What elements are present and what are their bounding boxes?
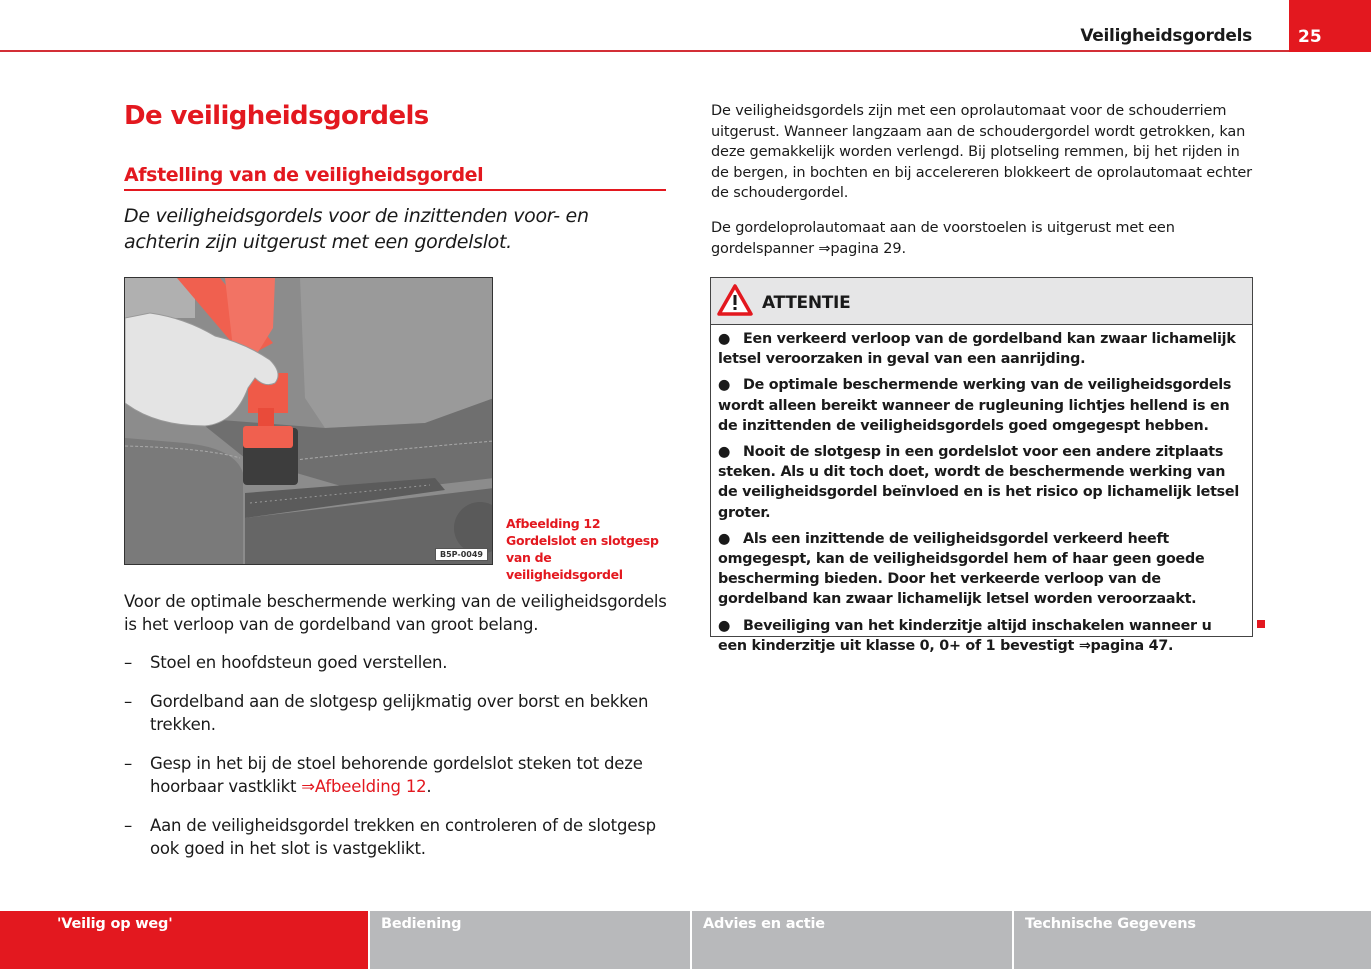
step-text: Stoel en hoofdsteun goed verstellen. [150,653,448,672]
seat-back [300,278,493,428]
body-paragraph: Voor de optimale beschermende werking van de veiligheidsgordels is het verloop van de gordelband van groot belang. [124,592,667,634]
warning-item [718,616,1244,656]
figure-caption: Afbeelding 12 Gordelslot en slotgesp van de veiligheidsgordel [506,516,659,582]
bullet-icon: ● [718,444,731,461]
chapter-tabs [0,911,1371,969]
left-seat [125,438,243,565]
step-dash: – [124,692,133,711]
step-dash: – [124,816,133,835]
buckle-release-button [243,426,293,448]
seatbelt-buckle-illustration [125,278,493,565]
tab-veilig-op-weg[interactable]: 'Veilig op weg' [0,911,368,969]
warning-header [711,278,1252,325]
warning-item [718,329,1244,369]
pretensioner-paragraph: De gordeloprolautomaat aan de voorstoelen is uitgerust met een gordelspanner ⇒pagina 29. [711,220,1175,257]
warning-item-text: De optimale beschermende werking van de veiligheidsgordels wordt alleen bereikt wanneer de rugleuning lichtjes hellend is en de inzittenden de veiligheidsgordels goed omgegespt hebben. [718,377,1232,434]
warning-title: ATTENTIE [762,293,851,313]
warning-item-text: Als een inzittende de veiligheidsgordel verkeerd heeft omgegespt, kan de veiligheidsgordel hem of haar geen goede bescherming bieden. Door het verkeerde verloop van de gordelband kan zwaar lichamelijk letsel worden veroorzaakt. [718,530,1205,608]
instruction-step [124,651,669,674]
header-rule [0,50,1371,52]
figure-12-link[interactable]: ⇒Afbeelding 12 [301,777,427,796]
warning-list [711,325,1252,656]
bullet-icon: ● [718,331,731,347]
intro-text: De veiligheidsgordels voor de inzittenden voor- en achterin zijn uitgerust met een gordelslot. [124,205,589,253]
warning-item [718,375,1244,436]
header-section-title: Veiligheidsgordels [1080,26,1252,46]
step-dash: – [124,653,133,672]
page-number: 25 [1298,27,1322,47]
figure-seatbelt-buckle [124,277,493,565]
tab-technische-gegevens[interactable]: Technische Gegevens [1014,911,1371,969]
step-text: Aan de veiligheidsgordel trekken en controleren of de slotgesp ook goed in het slot is vastgeklikt. [150,816,656,858]
retractor-paragraph: De veiligheidsgordels zijn met een oprolautomaat voor de schouderriem uitgerust. Wanneer langzaam aan de schoudergordel wordt getrokken, kan deze gemakkelijk worden verlengd. Bij plotseling remmen, bij het rijden in de bergen, in bochten en bij accelereren blokkeert de oprolautomaat echter de schoudergordel. [711,103,1252,201]
bullet-icon: ● [718,377,731,394]
warning-item-text: Nooit de slotgesp in een gordelslot voor een andere zitplaats steken. Als u dit toch doet, wordt de beschermende werking van de veiligheidsgordel beïnvloed en is het risico op lichamelijk letsel groter. [718,444,1240,521]
tab-advies-en-actie[interactable]: Advies en actie [692,911,1012,969]
warning-item [718,529,1244,610]
page-title: De veiligheidsgordels [124,101,429,131]
section-heading: Afstelling van de veiligheidsgordel [124,164,484,186]
instruction-step [124,752,669,798]
step-text: Gordelband aan de slotgesp gelijkmatig over borst en bekken trekken. [150,692,649,734]
instruction-step [124,814,669,860]
tab-bediening[interactable]: Bediening [370,911,690,969]
latch-neck [258,408,274,428]
step-dash: – [124,754,133,773]
instruction-list [124,651,669,876]
warning-triangle-icon [717,284,753,320]
warning-item [718,442,1244,523]
section-divider [124,189,666,191]
step-text: Gesp in het bij de stoel behorende gordelslot steken tot deze hoorbaar vastklikt [150,754,643,796]
warning-box [710,277,1253,654]
bullet-icon: ● [718,617,731,634]
instruction-step [124,690,669,736]
figure-code: B5P-0049 [435,548,488,561]
bullet-icon: ● [718,530,731,547]
section-end-marker [1257,620,1265,628]
warning-item-text: Een verkeerd verloop van de gordelband kan zwaar lichamelijk letsel veroorzaken in geval van een aanrijding. [718,331,1236,368]
step-suffix: . [426,777,432,796]
warning-item-text: Beveiliging van het kinderzitje altijd inschakelen wanneer u een kinderzitje uit klasse 0, 0+ of 1 bevestigt ⇒pagina 47. [718,617,1212,654]
